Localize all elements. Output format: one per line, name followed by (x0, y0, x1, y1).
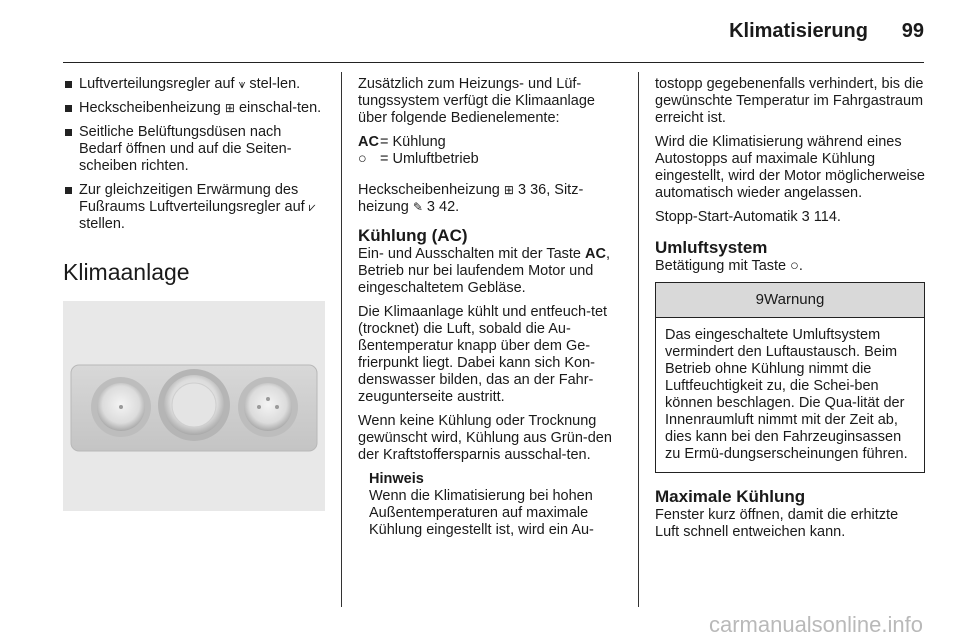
page-header-title: Klimatisierung (729, 20, 868, 42)
seat-heating-icon: ✎ (412, 200, 423, 214)
reference-line: Heckscheibenheizung ⊞ 3 36, Sitz- heizung ✎ 3 42. (358, 182, 584, 215)
recirculation-icon: ○ (358, 151, 367, 167)
bullet-item: Seitliche Belüftungsdüsen nach Bedarf öffnen und auf die Seiten-scheiben richten. (63, 124, 325, 175)
note-box (358, 471, 623, 539)
note-text: Wenn die Klimatisierung bei hohen Außentemperaturen auf maximale Kühlung eingestellt ist, wird ein Au- (369, 488, 594, 538)
column-right (655, 76, 925, 548)
bullet-icon (65, 129, 72, 136)
paragraph: Ein- und Ausschalten mit der Taste AC, Betrieb nur bei laufendem Motor und eingeschaltetem Gebläse. (358, 246, 611, 296)
definition-row: ○ = Umluftbetrieb (358, 151, 479, 167)
bullet-item: Heckscheibenheizung ⊞ einschal-ten. (63, 100, 325, 117)
column-left (63, 76, 325, 511)
warning-box (655, 282, 925, 473)
bullet-item: Zur gleichzeitigen Erwärmung des Fußraums Luftverteilungsregler auf ⩗ stellen. (63, 182, 325, 233)
column-divider (638, 72, 639, 607)
section-heading: Klimaanlage (63, 259, 190, 285)
bullet-icon (65, 105, 72, 112)
watermark: carmanualsonline.info (708, 612, 923, 637)
bullet-item: Luftverteilungsregler auf ⩛ stel-len. (63, 76, 325, 93)
bullet-icon (65, 81, 72, 88)
climate-control-photo (63, 301, 325, 511)
warning-text: Das eingeschaltete Umluftsystem vermindert den Luftaustausch. Beim Betrieb ohne Kühlung nimmt die Luftfeuchtigkeit zu, die Schei-ben können beschlagen. Die Qua-lität der Innenraumluft nimmt mit der Zeit ab, dies kann bei den Fahrzeuginsassen zu Ermü-dungserscheinungen führen. (665, 327, 908, 462)
warning-title: 9Warnung (656, 283, 924, 318)
paragraph: Wird die Klimatisierung während eines Autostopps auf maximale Kühlung eingestellt, wird der Motor möglicherweise automatisch wieder angelassen. (655, 134, 925, 201)
bullet-icon (65, 187, 72, 194)
paragraph: tostopp gegebenenfalls verhindert, bis die gewünschte Temperatur im Fahrgastraum erreicht ist. (655, 76, 924, 126)
definition-row: AC = Kühlung (358, 134, 446, 150)
note-title: Hinweis (369, 471, 424, 487)
paragraph: Betätigung mit Taste ○. (655, 258, 803, 274)
rear-defrost-icon: ⊞ (224, 101, 235, 115)
column-middle (358, 76, 623, 539)
header-rule (63, 62, 924, 63)
paragraph: Fenster kurz öffnen, damit die erhitzte Luft schnell entweichen kann. (655, 507, 899, 540)
page-number: 99 (901, 20, 924, 42)
column-divider (341, 72, 342, 607)
air-distribution-icon: ⩛ (238, 77, 246, 91)
paragraph: Wenn keine Kühlung oder Trocknung gewünscht wird, Kühlung aus Grün-den der Kraftstoffersparnis ausschal-ten. (358, 413, 612, 463)
section-heading: Maximale Kühlung (655, 487, 806, 506)
rear-defrost-icon: ⊞ (503, 183, 514, 197)
section-heading: Umluftsystem (655, 238, 768, 257)
paragraph: Die Klimaanlage kühlt und entfeuch-tet (trocknet) die Luft, sobald die Au-ßentemperatur knapp über dem Ge-frierpunkt liegt. Dabei kann sich Kon-denswasser bilden, das an der Fahr-zeugunterseite austritt. (358, 304, 608, 405)
paragraph: Stopp-Start-Automatik 3 114. (655, 209, 841, 225)
paragraph: Zusätzlich zum Heizungs- und Lüf-tungssystem verfügt die Klimaanlage über folgende Bedienelemente: (358, 76, 595, 126)
section-heading: Kühlung (AC) (358, 226, 468, 245)
footwell-icon: ⩗ (308, 200, 316, 214)
